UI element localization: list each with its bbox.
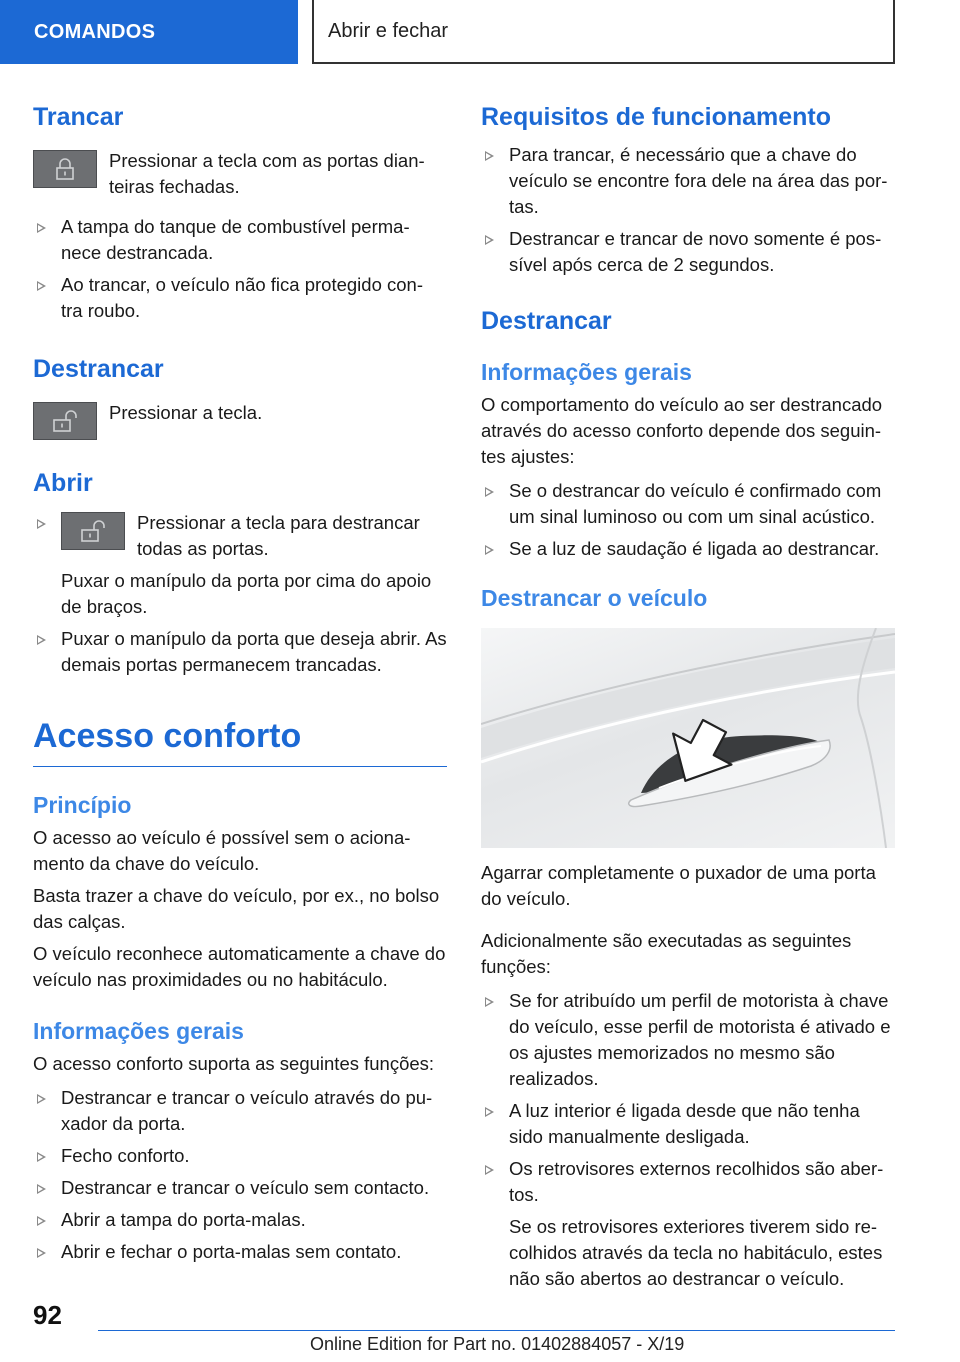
list-item: Os retrovisores externos recolhidos são aber- tos. Se os retrovisores exteriores tiverem sido re- colhidos através da tecla no habitáculo, estes não são abertos ao destrancar o veículo.	[481, 1156, 895, 1292]
list-item: Se for atribuído um perfil de motorista à chave do veículo, esse perfil de motorista é ativado e os ajustes memorizados no mesmo são realizados.	[481, 988, 895, 1092]
list-item: Fecho conforto.	[33, 1143, 447, 1169]
lock-open-icon	[33, 402, 97, 440]
triangle-bullet-icon	[485, 545, 494, 555]
triangle-bullet-icon	[37, 635, 46, 645]
triangle-bullet-icon	[37, 223, 46, 233]
heading-destrancar-right: Destrancar	[481, 307, 612, 335]
list-item: A luz interior é ligada desde que não tenha sido manualmente desligada.	[481, 1098, 895, 1150]
lock-closed-icon	[33, 150, 97, 188]
footer-divider	[98, 1330, 895, 1331]
trancar-bullets	[33, 214, 447, 324]
heading-informacoes-gerais-right: Informações gerais	[481, 359, 692, 385]
heading-informacoes-gerais: Informações gerais	[33, 1018, 244, 1044]
heading-principio: Princípio	[33, 792, 132, 818]
page-number: 92	[33, 1300, 62, 1330]
heading-abrir: Abrir	[33, 469, 93, 497]
list-item: Puxar o manípulo da porta que deseja abrir. As demais portas permanecem trancadas.	[33, 626, 447, 678]
principio-paragraph: O veículo reconhece automaticamente a chave do veículo nas proximidades ou no habitáculo.	[33, 943, 446, 990]
heading-destrancar-veiculo: Destrancar o veículo	[481, 585, 708, 611]
lock-open-icon	[61, 512, 125, 550]
retro-note: Se os retrovisores exteriores tiverem sido re- colhidos através da tecla no habitáculo, estes não são abertos ao destrancar o veículo.	[509, 1216, 883, 1289]
additional-bullets	[481, 988, 895, 1292]
list-item: Destrancar e trancar o veículo sem contacto.	[33, 1175, 447, 1201]
acesso-title-rule	[33, 714, 447, 767]
header-chapter-label: Abrir e fechar	[328, 19, 449, 42]
list-item: Ao trancar, o veículo não fica protegido con- tra roubo.	[33, 272, 447, 324]
abrir-key-text: Pressionar a tecla para destrancar todas as portas.	[137, 512, 420, 559]
principio-paragraph: O acesso ao veículo é possível sem o aciona- mento da chave do veículo.	[33, 827, 411, 874]
photo-caption: Agarrar completamente o puxador de uma porta do veículo.	[481, 862, 876, 909]
section-abrir	[33, 466, 447, 678]
triangle-bullet-icon	[37, 1184, 46, 1194]
list-item: Destrancar e trancar de novo somente é pos- sível após cerca de 2 segundos.	[481, 226, 895, 278]
triangle-bullet-icon	[37, 1094, 46, 1104]
info-intro: O acesso conforto suporta as seguintes funções:	[33, 1053, 435, 1074]
section-destrancar-left	[33, 352, 447, 440]
abrir-bullets	[33, 510, 447, 678]
unlock-key-row	[33, 400, 447, 440]
list-item	[33, 510, 447, 620]
triangle-bullet-icon	[485, 235, 494, 245]
heading-trancar: Trancar	[33, 103, 124, 131]
left-column	[33, 100, 447, 1265]
lock-key-row	[33, 148, 447, 200]
list-item: A tampa do tanque de combustível perma- nece destrancada.	[33, 214, 447, 266]
triangle-bullet-icon	[485, 1165, 494, 1175]
triangle-bullet-icon	[485, 1107, 494, 1117]
abrir-extra-text: Puxar o manípulo da porta por cima do apoio de braços.	[61, 570, 432, 617]
destrancar-info-bullets	[481, 478, 895, 562]
section-trancar	[33, 100, 447, 324]
unlock-key-text: Pressionar a tecla.	[109, 402, 263, 423]
header-section-tab	[0, 0, 298, 64]
triangle-bullet-icon	[37, 1152, 46, 1162]
heading-requisitos: Requisitos de funcionamento	[481, 103, 832, 131]
heading-acesso-conforto: Acesso conforto	[33, 717, 302, 755]
triangle-bullet-icon	[485, 487, 494, 497]
list-item: Se a luz de saudação é ligada ao destrancar.	[481, 536, 895, 562]
heading-destrancar: Destrancar	[33, 355, 164, 383]
list-item: Para trancar, é necessário que a chave do veículo se encontre fora dele na área das por- tas.	[481, 142, 895, 220]
triangle-bullet-icon	[37, 281, 46, 291]
header-chapter-box	[312, 0, 895, 64]
list-item: Abrir a tampa do porta-malas.	[33, 1207, 447, 1233]
triangle-bullet-icon	[37, 1248, 46, 1258]
principio-paragraph: Basta trazer a chave do veículo, por ex., no bolso das calças.	[33, 885, 440, 932]
list-item: Destrancar e trancar o veículo através do pu- xador da porta.	[33, 1085, 447, 1137]
triangle-bullet-icon	[37, 1216, 46, 1226]
abrir-key-row	[61, 510, 447, 562]
destrancar-info-text: O comportamento do veículo ao ser destrancado através do acesso conforto depende dos seguin- tes ajustes:	[481, 394, 883, 467]
section-acesso-conforto	[33, 714, 447, 1265]
triangle-bullet-icon	[37, 519, 46, 529]
list-item: Se o destrancar do veículo é confirmado com um sinal luminoso ou com um sinal acústico.	[481, 478, 895, 530]
right-column	[481, 100, 895, 1292]
lock-key-text: Pressionar a tecla com as portas dian- teiras fechadas.	[109, 150, 425, 197]
door-handle-photo	[481, 628, 895, 848]
list-item: Abrir e fechar o porta-malas sem contato.	[33, 1239, 447, 1265]
triangle-bullet-icon	[485, 997, 494, 1007]
footer-edition-text: Online Edition for Part no. 01402884057 - X/19	[310, 1334, 685, 1354]
triangle-bullet-icon	[485, 151, 494, 161]
requisitos-bullets	[481, 142, 895, 278]
header-section-label: COMANDOS	[34, 20, 156, 43]
acesso-bullets	[33, 1085, 447, 1265]
additional-intro: Adicionalmente são executadas as seguintes funções:	[481, 930, 852, 977]
